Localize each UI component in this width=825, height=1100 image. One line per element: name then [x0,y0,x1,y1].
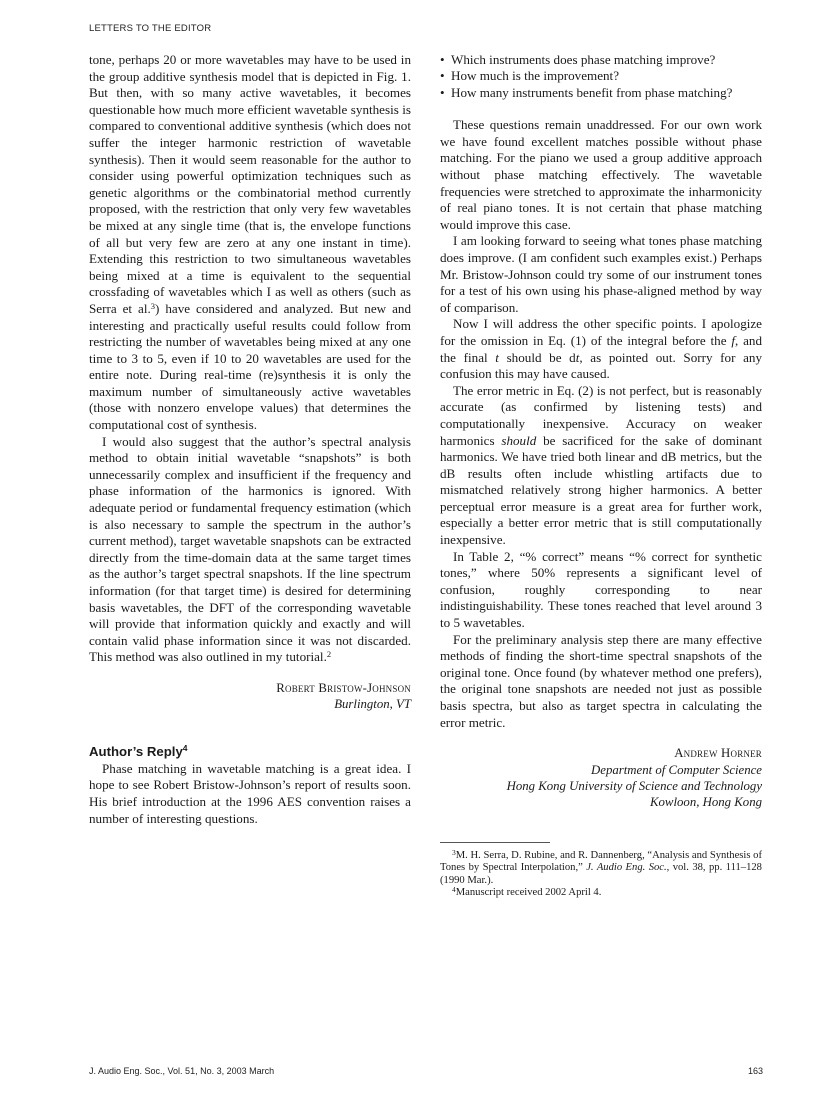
right-column [440,52,762,899]
reply-heading [89,743,411,761]
reply-paragraph-7: For the preliminary analysis step there are many effective methods of finding the short-time spectral snapshots of the original tone. Once found (by whatever method one prefers), the original tone snapshots are needed not just as possible basis spectra, but also as target spectra in calculating the error metric. [440,631,762,730]
reply-paragraph-4-b: , and the final [440,332,762,365]
page-number: 163 [747,1066,763,1076]
signature-location: Burlington, VT [334,697,411,712]
left-paragraph-2-text: I would also suggest that the author’s spectral analysis method to obtain initial wavetable “snapshots” is both unnecessarily complex and insufficient if the frequency and phase information of the harmonics is ignored. With adequate period or fundamental frequency estimation (which is also necessary to sample the spectrum in the author’s current method), target wavetable snapshots can be extracted directly from the time-domain data at the same target times as the author’s target spectral snapshots. If the line spectrum information (for that target time) is desired for determining basis wavetables, the DFT of the corresponding wavetable will provide that information quickly and exactly and will contain valid phase information since it was not discarded. This method was also outlined in my tutorial. [89,433,411,665]
footnote-ref-4: 4 [182,742,188,753]
reply-paragraph-6: In Table 2, “% correct” means “% correct for synthetic tones,” where 50% represents a significant level of confusion, roughly corresponding to near indistinguishability. These tones reached that level around 3 to 5 wavetables. [440,548,762,631]
reply-paragraph-5-b: be sacrificed for the sake of dominant harmonics. We have tried both linear and dB metrics, but the dB results often include whistling artifacts due to mismatched relatively strong higher harmonics. A better perceptual error measure is a great area for further work, especially a better error metric that is still computationally inexpensive. [440,432,762,548]
symbol-dt: t [575,349,580,365]
footnote-4 [440,887,762,899]
reply-paragraph-4-d: , as pointed out. Sorry for any confusion this may have caused. [440,349,762,382]
left-paragraph-1 [89,52,411,434]
left-paragraph-2 [89,434,411,666]
left-column [89,52,411,827]
footnote-3-journal: J. Audio Eng. Soc. [586,862,667,874]
reply-signature-name: Andrew Horner [674,746,762,761]
footnote-ref-2: 2 [326,649,332,660]
footnote-3-b: , vol. 38, pp. 111–128 (1990 Mar.). [440,862,762,886]
footnote-4-text: Manuscript received 2002 April 4. [455,887,602,899]
question-item: • How many instruments benefit from phase matching? [440,85,762,101]
reply-paragraph-2: These questions remain unaddressed. For our own work we have found excellent matches possible without phase matching. For the piano we used a group additive approach without phase matching effectively. The wavetable frequencies were stretched to approximate the inharmonicity of real piano tones. It is not certain that phase matching would improve this case. [440,117,762,232]
left-paragraph-1-text: tone, perhaps 20 or more wavetables may have to be used in the group additive synthesis model that is depicted in Fig. 1. But then, with so many active wavetables, it becomes questionable how much more efficient wavetable synthesis is compared to conventional additive synthesis (which does not suffer the integer harmonic restriction of wavetable synthesis). Then it would seem reasonable for the author to consider using powerful optimization techniques such as genetic algorithms or the combinatorial method currently proposed, with the restriction that only very few wavetables be mixed at any single time (that is, the envelope functions of all but very few are zero at any one instant in time). Extending this restriction to two simultaneous wavetables being mixed at a time is equivalent to the sequential crossfading of wavetables which I as well as others (such as Serra et al. [89,52,411,316]
letter-signature [89,680,411,713]
symbol-t: t [495,349,499,365]
reply-paragraph-3: I am looking forward to seeing what tones phase matching does improve. (I am confident such examples exist.) Perhaps Mr. Bristow-Johnson could try some of our instrument tones for a test of his own using his phase-aligned method by way of comparison. [440,233,762,315]
reply-paragraph-1: Phase matching in wavetable matching is a great idea. I hope to see Robert Bristow-Johnson’s report of results soon. His brief introduction at the 1996 AES convention raises a number of interesting questions. [89,760,411,826]
affiliation-department: Department of Computer Science [591,762,762,777]
footnote-3-a: M. H. Serra, D. Rubine, and R. Dannenberg, “Analysis and Synthesis of Tones by Spectral Interpolation,” [440,849,762,874]
footnote-4-number: 4 [452,885,456,895]
symbol-f: f [731,332,735,348]
footnote-rule [440,842,550,843]
signature-name: Robert Bristow-Johnson [276,680,411,695]
reply-paragraph-4-a: Now I will address the other specific points. I apologize for the omission in Eq. (1) of the integral before the [440,316,762,348]
affiliation-university: Hong Kong University of Science and Technology [506,779,762,793]
footnote-3-number: 3 [452,847,456,857]
question-item: • Which instruments does phase matching improve? [440,52,762,68]
running-header: LETTERS TO THE EDITOR [89,23,212,34]
emphasis-should: should [501,432,537,448]
reply-paragraph-4-c: should be d [498,349,576,365]
reply-heading-text: Author’s Reply [89,743,183,759]
footnotes [440,842,762,900]
question-list [440,52,762,101]
reply-paragraph-5 [440,383,762,549]
footnote-3 [440,847,762,887]
footnote-ref-3: 3 [150,300,156,311]
reply-paragraph-5-a: The error metric in Eq. (2) is not perfect, but is reasonably accurate (as confirmed by listening tests) and computationally inexpensive. Accuracy on weaker harmonics [440,382,762,448]
reply-paragraph-4 [440,316,762,382]
left-paragraph-1-end: ) have considered and analyzed. But new and interesting and practically useful results could follow from restricting the number of wavetables being mixed at any one time to 3 to 5, even if 10 to 20 wavetables are used for the entire note. During real-time (re)synthesis it is only the maximum number of simultaneously active wavetables (those with nonzero envelope values) that determines the computational cost of synthesis. [89,300,411,433]
journal-citation: J. Audio Eng. Soc., Vol. 51, No. 3, 2003 March [89,1066,275,1076]
reply-signature [440,745,762,811]
question-item: • How much is the improvement? [440,68,762,84]
affiliation-location: Kowloon, Hong Kong [650,795,762,810]
